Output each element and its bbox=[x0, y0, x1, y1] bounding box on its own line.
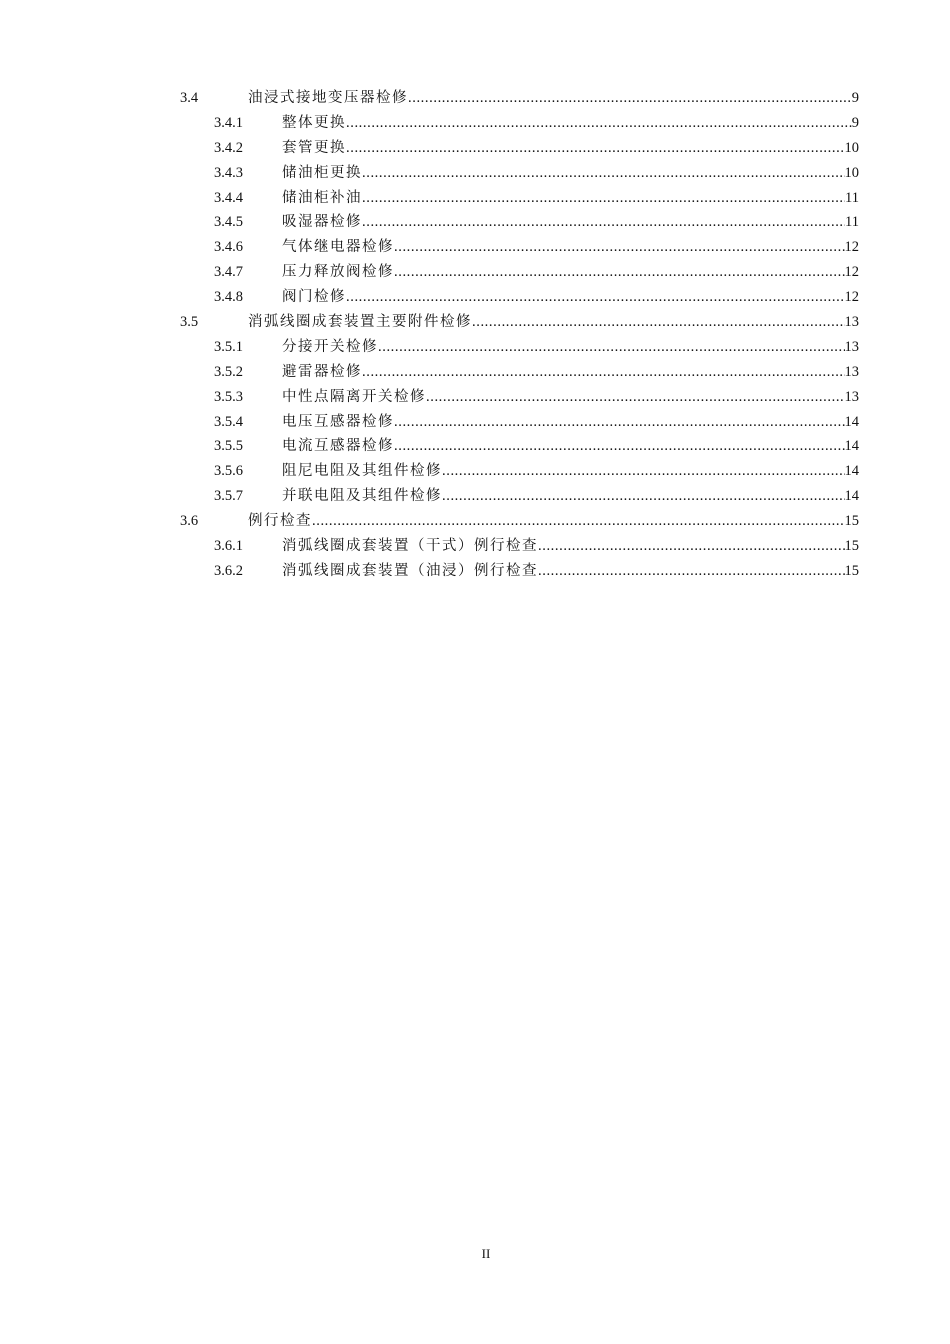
section-number: 3.5.3 bbox=[214, 388, 243, 405]
dot-leader bbox=[442, 459, 845, 484]
dot-leader bbox=[538, 559, 845, 584]
footer-page-number: II bbox=[481, 1246, 491, 1261]
page-number: 13 bbox=[844, 388, 859, 405]
dot-leader bbox=[394, 235, 845, 260]
page-number: 10 bbox=[844, 139, 859, 156]
dot-leader bbox=[362, 186, 845, 211]
toc-entry[interactable] bbox=[0, 310, 950, 335]
section-number: 3.6.1 bbox=[214, 538, 243, 555]
dot-leader bbox=[408, 86, 852, 111]
toc-entry[interactable] bbox=[0, 410, 950, 435]
section-title: 消弧线圈成套装置主要附件检修 bbox=[248, 314, 472, 331]
page-number: 12 bbox=[844, 289, 859, 306]
toc-entry[interactable] bbox=[0, 335, 950, 360]
toc-entry[interactable] bbox=[0, 210, 950, 235]
section-title: 避雷器检修 bbox=[282, 363, 362, 380]
page-number: 15 bbox=[844, 538, 859, 555]
section-number: 3.4.1 bbox=[214, 114, 243, 131]
section-title: 气体继电器检修 bbox=[282, 239, 394, 256]
toc-entry[interactable] bbox=[0, 86, 950, 111]
toc-entry[interactable] bbox=[0, 235, 950, 260]
toc-entry[interactable] bbox=[0, 136, 950, 161]
section-number: 3.4.3 bbox=[214, 164, 243, 181]
section-title: 压力释放阀检修 bbox=[282, 264, 394, 281]
dot-leader bbox=[346, 136, 845, 161]
dot-leader bbox=[362, 360, 845, 385]
page-number: 13 bbox=[844, 338, 859, 355]
section-number: 3.5 bbox=[180, 314, 199, 331]
section-number: 3.4.5 bbox=[214, 214, 243, 231]
section-title: 储油柜更换 bbox=[282, 164, 362, 181]
section-number: 3.5.6 bbox=[214, 463, 243, 480]
toc-entry[interactable] bbox=[0, 434, 950, 459]
toc-entry[interactable] bbox=[0, 459, 950, 484]
section-title: 消弧线圈成套装置（干式）例行检查 bbox=[282, 538, 538, 555]
section-number: 3.5.2 bbox=[214, 363, 243, 380]
page-number: 14 bbox=[844, 438, 859, 455]
page-number: 15 bbox=[844, 562, 859, 579]
section-title: 储油柜补油 bbox=[282, 189, 362, 206]
section-number: 3.5.1 bbox=[214, 338, 243, 355]
dot-leader bbox=[378, 335, 845, 360]
page-footer bbox=[0, 1246, 950, 1262]
toc-entry[interactable] bbox=[0, 161, 950, 186]
section-number: 3.4 bbox=[180, 90, 199, 106]
section-number: 3.6.2 bbox=[214, 562, 243, 579]
section-number: 3.6 bbox=[180, 513, 199, 530]
dot-leader bbox=[362, 210, 845, 235]
section-title: 例行检查 bbox=[248, 513, 312, 530]
dot-leader bbox=[394, 434, 845, 459]
dot-leader bbox=[346, 285, 845, 310]
dot-leader bbox=[362, 161, 845, 186]
page-number: 10 bbox=[844, 164, 859, 181]
page-number: 9 bbox=[851, 90, 859, 106]
toc-entry[interactable] bbox=[0, 509, 950, 534]
dot-leader bbox=[312, 509, 845, 534]
section-title: 整体更换 bbox=[282, 114, 346, 131]
section-title: 套管更换 bbox=[282, 139, 346, 156]
dot-leader bbox=[538, 534, 845, 559]
section-title: 阻尼电阻及其组件检修 bbox=[282, 463, 442, 480]
section-title: 分接开关检修 bbox=[282, 338, 378, 355]
section-title: 阀门检修 bbox=[282, 289, 346, 306]
toc-entry[interactable] bbox=[0, 360, 950, 385]
section-title: 中性点隔离开关检修 bbox=[282, 388, 426, 405]
page-number: 11 bbox=[845, 214, 859, 231]
dot-leader bbox=[472, 310, 845, 335]
dot-leader bbox=[346, 111, 852, 136]
table-of-contents bbox=[0, 86, 950, 584]
page-number: 15 bbox=[844, 513, 859, 530]
section-number: 3.4.2 bbox=[214, 139, 243, 156]
toc-entry[interactable] bbox=[0, 186, 950, 211]
page-number: 11 bbox=[845, 189, 859, 206]
page-number: 12 bbox=[844, 239, 859, 256]
page-number: 14 bbox=[844, 413, 859, 430]
section-title: 油浸式接地变压器检修 bbox=[248, 90, 408, 106]
dot-leader bbox=[394, 260, 845, 285]
page-number: 12 bbox=[844, 264, 859, 281]
page-number: 9 bbox=[851, 114, 859, 131]
section-number: 3.4.6 bbox=[214, 239, 243, 256]
section-number: 3.4.4 bbox=[214, 189, 243, 206]
toc-entry[interactable] bbox=[0, 111, 950, 136]
toc-entry[interactable] bbox=[0, 559, 950, 584]
section-title: 消弧线圈成套装置（油浸）例行检查 bbox=[282, 562, 538, 579]
toc-entry[interactable] bbox=[0, 260, 950, 285]
section-number: 3.5.5 bbox=[214, 438, 243, 455]
page-number: 14 bbox=[844, 463, 859, 480]
toc-entry[interactable] bbox=[0, 534, 950, 559]
section-title: 电压互感器检修 bbox=[282, 413, 394, 430]
dot-leader bbox=[426, 385, 845, 410]
section-number: 3.4.7 bbox=[214, 264, 243, 281]
section-title: 并联电阻及其组件检修 bbox=[282, 488, 442, 505]
toc-entry[interactable] bbox=[0, 385, 950, 410]
dot-leader bbox=[394, 410, 845, 435]
section-title: 电流互感器检修 bbox=[282, 438, 394, 455]
section-number: 3.4.8 bbox=[214, 289, 243, 306]
dot-leader bbox=[442, 484, 845, 509]
page-number: 14 bbox=[844, 488, 859, 505]
section-title: 吸湿器检修 bbox=[282, 214, 362, 231]
page-number: 13 bbox=[844, 314, 859, 331]
toc-entry[interactable] bbox=[0, 484, 950, 509]
page-number: 13 bbox=[844, 363, 859, 380]
toc-entry[interactable] bbox=[0, 285, 950, 310]
section-number: 3.5.7 bbox=[214, 488, 243, 505]
section-number: 3.5.4 bbox=[214, 413, 243, 430]
